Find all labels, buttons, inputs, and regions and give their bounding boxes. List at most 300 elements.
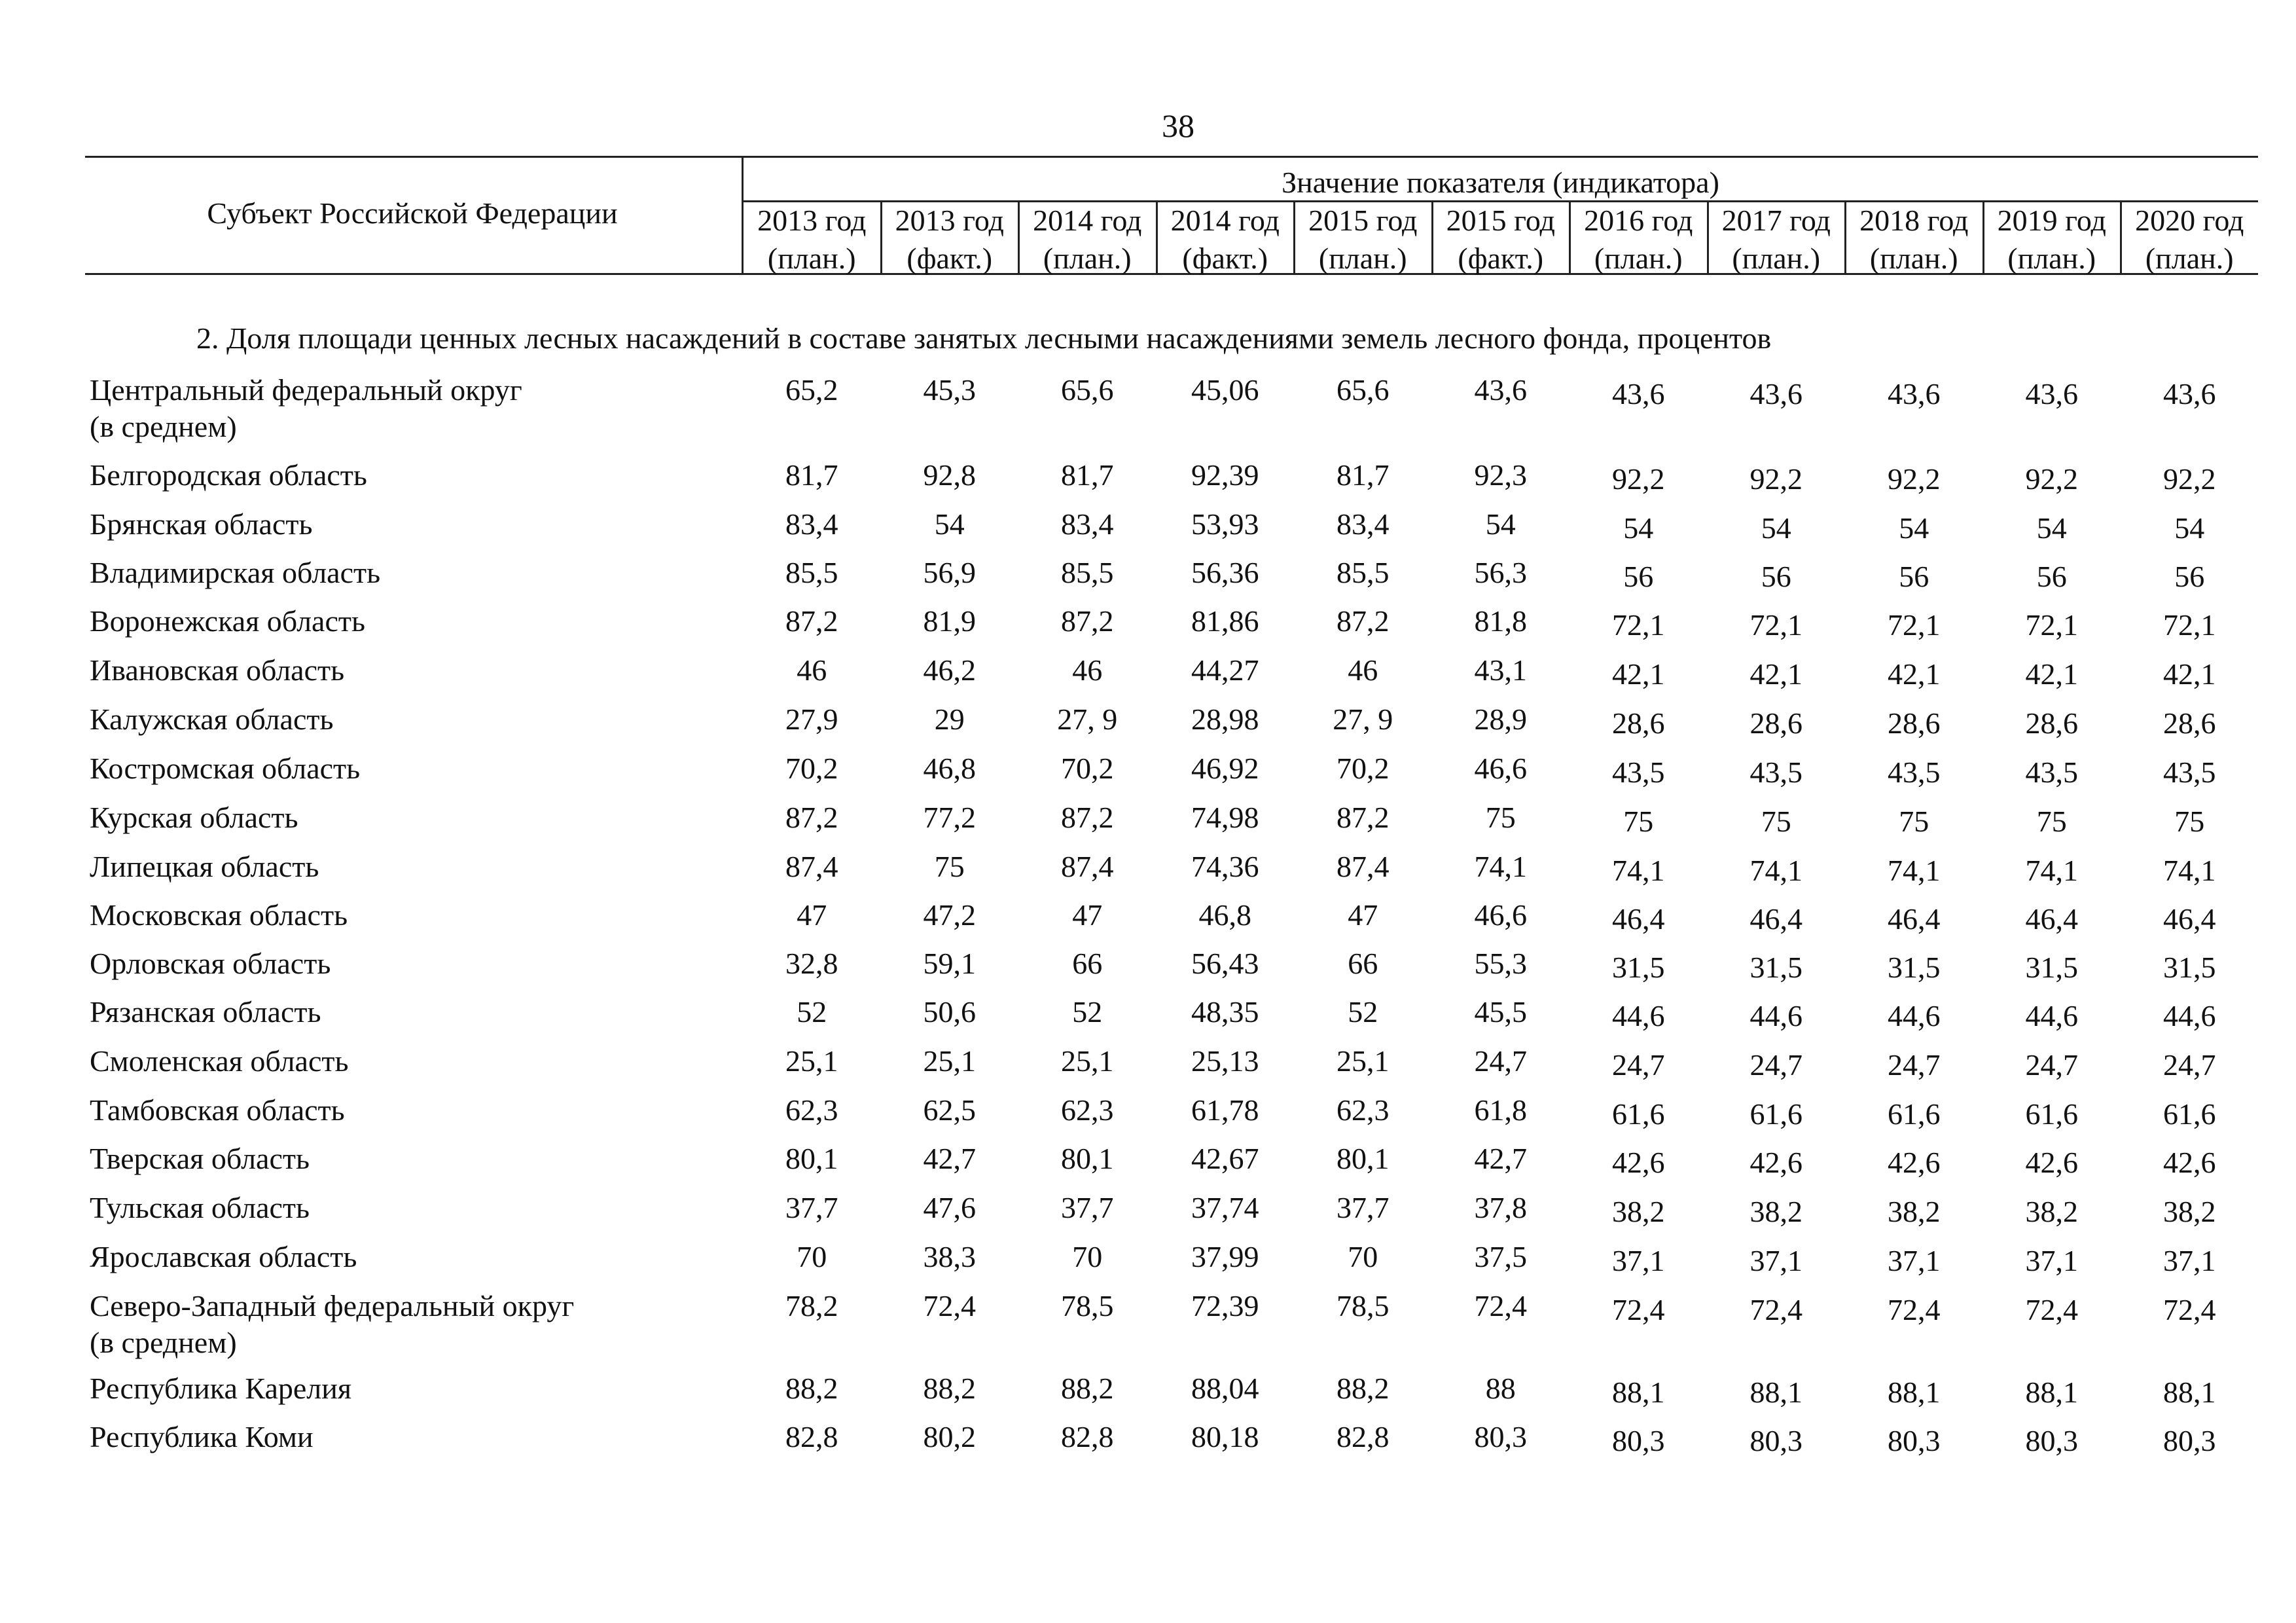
- subject-name: [90, 1370, 744, 1407]
- value-cell: 28,6: [2025, 706, 2078, 740]
- value-cell: 56,36: [1191, 556, 1259, 589]
- value-cell: 42,67: [1191, 1142, 1259, 1175]
- value-cell: 31,5: [1888, 951, 1941, 984]
- value-cell: 37,1: [1888, 1244, 1941, 1277]
- value-cell: 38,2: [1888, 1195, 1941, 1228]
- value-cell: 47: [1072, 898, 1103, 932]
- value-cell: 74,98: [1191, 801, 1259, 834]
- value-cell: 75: [1899, 805, 1929, 838]
- value-cell: 87,2: [1336, 604, 1390, 638]
- value-cell: 46,6: [1474, 898, 1527, 932]
- value-cell: 54: [2036, 511, 2067, 545]
- subject-name: [90, 994, 744, 1030]
- value-cell: 43,5: [1888, 756, 1941, 789]
- column-divider: [1293, 200, 1295, 275]
- value-cell: 92,2: [1749, 462, 1803, 496]
- value-cell: 31,5: [2025, 951, 2078, 984]
- plan-fact-label: (план.): [1043, 242, 1132, 275]
- column-divider: [880, 200, 882, 275]
- value-cell: 27, 9: [1333, 702, 1393, 736]
- value-cell: 46: [1072, 653, 1103, 687]
- value-cell: 61,6: [1888, 1097, 1941, 1131]
- column-divider: [2120, 200, 2122, 275]
- subject-name-line: Орловская область: [90, 947, 331, 980]
- value-cell: 87,4: [1336, 850, 1390, 883]
- value-cell: 75: [934, 850, 965, 883]
- value-cell: 46,2: [923, 653, 976, 687]
- value-cell: 28,6: [2163, 706, 2216, 740]
- year-label: 2014 год: [1170, 204, 1280, 237]
- value-cell: 28,9: [1474, 702, 1527, 736]
- value-cell: 56,43: [1191, 947, 1259, 980]
- value-cell: 87,2: [785, 801, 838, 834]
- subject-name: [90, 945, 744, 982]
- value-cell: 46: [1348, 653, 1378, 687]
- column-divider: [1569, 200, 1571, 275]
- value-cell: 42,6: [1888, 1146, 1941, 1179]
- value-cell: 88,1: [1612, 1376, 1665, 1409]
- value-cell: 88,2: [1061, 1372, 1114, 1405]
- value-cell: 37,1: [2163, 1244, 2216, 1277]
- subject-name-line: (в среднем): [90, 1326, 237, 1359]
- value-cell: 43,6: [1612, 377, 1665, 410]
- value-cell: 38,2: [2163, 1195, 2216, 1228]
- value-cell: 74,1: [2025, 854, 2078, 887]
- subject-name-line: Центральный федеральный округ: [90, 373, 522, 407]
- subject-name-line: Воронежская область: [90, 604, 365, 638]
- plan-fact-label: (факт.): [906, 242, 993, 275]
- value-cell: 54: [1623, 511, 1654, 545]
- value-cell: 38,2: [1749, 1195, 1803, 1228]
- year-column-header: [743, 202, 881, 278]
- page-number: 38: [1162, 107, 1194, 144]
- subject-name: [90, 799, 744, 836]
- value-cell: 55,3: [1474, 947, 1527, 980]
- value-cell: 78,5: [1061, 1289, 1114, 1322]
- subject-name-line: Белгородская область: [90, 458, 367, 492]
- value-cell: 82,8: [785, 1420, 838, 1453]
- year-label: 2019 год: [1997, 204, 2106, 237]
- value-cell: 47: [1348, 898, 1378, 932]
- value-cell: 28,6: [1749, 706, 1803, 740]
- column-divider: [1982, 200, 1984, 275]
- value-cell: 75: [2036, 805, 2067, 838]
- value-cell: 62,3: [785, 1093, 838, 1127]
- value-cell: 77,2: [923, 801, 976, 834]
- value-cell: 46,92: [1191, 752, 1259, 785]
- value-cell: 70: [797, 1240, 827, 1273]
- value-cell: 43,1: [1474, 653, 1527, 687]
- plan-fact-label: (факт.): [1182, 242, 1268, 275]
- value-cell: 80,3: [1888, 1424, 1941, 1457]
- subject-name: [90, 1239, 744, 1275]
- value-cell: 74,1: [2163, 854, 2216, 887]
- value-cell: 46,4: [1749, 902, 1803, 936]
- value-cell: 54: [1761, 511, 1791, 545]
- value-cell: 45,3: [923, 373, 976, 407]
- value-cell: 46,8: [1198, 898, 1251, 932]
- year-column-header: [1983, 202, 2121, 278]
- value-cell: 43,6: [2025, 377, 2078, 410]
- value-cell: 42,6: [1612, 1146, 1665, 1179]
- value-cell: 62,3: [1061, 1093, 1114, 1127]
- value-cell: 37,1: [1749, 1244, 1803, 1277]
- value-cell: 62,3: [1336, 1093, 1390, 1127]
- value-cell: 38,3: [923, 1240, 976, 1273]
- value-cell: 24,7: [1888, 1048, 1941, 1082]
- value-cell: 37,1: [2025, 1244, 2078, 1277]
- value-cell: 56: [1623, 560, 1654, 593]
- subject-name: [90, 457, 744, 494]
- subject-name-line: Республика Коми: [90, 1420, 314, 1453]
- column-divider: [1018, 200, 1020, 275]
- value-cell: 38,2: [2025, 1195, 2078, 1228]
- value-cell: 44,6: [2163, 999, 2216, 1032]
- value-cell: 46,4: [2025, 902, 2078, 936]
- value-cell: 25,13: [1191, 1044, 1259, 1078]
- value-cell: 56,3: [1474, 556, 1527, 589]
- value-cell: 47,6: [923, 1191, 976, 1224]
- value-cell: 61,6: [2025, 1097, 2078, 1131]
- value-cell: 29: [934, 702, 965, 736]
- subject-name: [90, 1190, 744, 1226]
- year-column-header: [1845, 202, 1983, 278]
- subject-name-line: Московская область: [90, 898, 348, 932]
- value-cell: 24,7: [2163, 1048, 2216, 1082]
- value-cell: 37,74: [1191, 1191, 1259, 1224]
- subject-column-header: Субъект Российской Федерации: [207, 196, 618, 230]
- subject-name-line: Курская область: [90, 801, 298, 834]
- value-cell: 25,1: [1336, 1044, 1390, 1078]
- value-cell: 46,4: [2163, 902, 2216, 936]
- subject-name-line: Владимирская область: [90, 556, 381, 589]
- value-cell: 81,86: [1191, 604, 1259, 638]
- value-cell: 37,7: [1061, 1191, 1114, 1224]
- value-cell: 52: [797, 995, 827, 1029]
- value-cell: 50,6: [923, 995, 976, 1029]
- subject-name: [90, 897, 744, 934]
- subject-name-line: Липецкая область: [90, 850, 319, 883]
- value-cell: 44,6: [1749, 999, 1803, 1032]
- subject-name: [90, 603, 744, 640]
- value-cell: 25,1: [1061, 1044, 1114, 1078]
- value-cell: 48,35: [1191, 995, 1259, 1029]
- value-cell: 42,1: [2163, 657, 2216, 691]
- value-cell: 80,1: [1061, 1142, 1114, 1175]
- plan-fact-label: (план.): [767, 242, 856, 275]
- plan-fact-label: (план.): [2007, 242, 2096, 275]
- value-cell: 74,36: [1191, 850, 1259, 883]
- value-cell: 43,6: [2163, 377, 2216, 410]
- value-cell: 31,5: [1749, 951, 1803, 984]
- value-cell: 27, 9: [1057, 702, 1118, 736]
- value-cell: 88,1: [1888, 1376, 1941, 1409]
- value-cell: 27,9: [785, 702, 838, 736]
- value-cell: 88,1: [2025, 1376, 2078, 1409]
- subject-name: [90, 652, 744, 689]
- year-label: 2013 год: [757, 204, 867, 237]
- plan-fact-label: (план.): [1318, 242, 1407, 275]
- value-cell: 80,1: [1336, 1142, 1390, 1175]
- value-cell: 24,7: [1749, 1048, 1803, 1082]
- value-cell: 80,3: [2163, 1424, 2216, 1457]
- value-cell: 85,5: [1336, 556, 1390, 589]
- year-column-header: [1708, 202, 1846, 278]
- value-cell: 28,6: [1612, 706, 1665, 740]
- value-cell: 44,6: [1612, 999, 1665, 1032]
- value-cell: 80,3: [2025, 1424, 2078, 1457]
- value-cell: 80,1: [785, 1142, 838, 1175]
- value-cell: 56: [2036, 560, 2067, 593]
- value-cell: 87,2: [1061, 604, 1114, 638]
- value-cell: 52: [1072, 995, 1103, 1029]
- value-cell: 72,4: [1888, 1293, 1941, 1326]
- value-cell: 31,5: [2163, 951, 2216, 984]
- value-cell: 45,06: [1191, 373, 1259, 407]
- value-cell: 28,6: [1888, 706, 1941, 740]
- plan-fact-label: (план.): [1594, 242, 1683, 275]
- value-cell: 74,1: [1612, 854, 1665, 887]
- value-cell: 72,1: [2163, 608, 2216, 642]
- value-cell: 65,6: [1061, 373, 1114, 407]
- value-cell: 72,4: [2025, 1293, 2078, 1326]
- value-cell: 80,18: [1191, 1420, 1259, 1453]
- year-column-header: [1294, 202, 1432, 278]
- value-cell: 42,6: [2163, 1146, 2216, 1179]
- value-cell: 56: [1761, 560, 1791, 593]
- plan-fact-label: (план.): [2145, 242, 2234, 275]
- value-cell: 43,6: [1749, 377, 1803, 410]
- subject-name-line: Северо-Западный федеральный округ: [90, 1289, 575, 1322]
- year-label: 2014 год: [1033, 204, 1142, 237]
- value-cell: 37,99: [1191, 1240, 1259, 1273]
- value-cell: 59,1: [923, 947, 976, 980]
- value-cell: 24,7: [2025, 1048, 2078, 1082]
- value-cell: 81,9: [923, 604, 976, 638]
- subject-name-line: Тверская область: [90, 1142, 310, 1175]
- value-cell: 56,9: [923, 556, 976, 589]
- value-cell: 70,2: [785, 752, 838, 785]
- subject-name-line: Тамбовская область: [90, 1093, 345, 1127]
- value-cell: 70: [1348, 1240, 1378, 1273]
- value-cell: 75: [1623, 805, 1654, 838]
- year-column-header: [1432, 202, 1570, 278]
- subject-name: [90, 555, 744, 591]
- value-cell: 80,2: [923, 1420, 976, 1453]
- value-cell: 87,2: [1061, 801, 1114, 834]
- value-cell: 42,1: [1612, 657, 1665, 691]
- value-cell: 62,5: [923, 1093, 976, 1127]
- value-cell: 43,5: [2163, 756, 2216, 789]
- value-cell: 42,7: [923, 1142, 976, 1175]
- value-cell: 92,2: [2025, 462, 2078, 496]
- value-cell: 87,2: [1336, 801, 1390, 834]
- value-cell: 82,8: [1061, 1420, 1114, 1453]
- value-cell: 56: [1899, 560, 1929, 593]
- value-cell: 61,6: [2163, 1097, 2216, 1131]
- value-cell: 81,7: [1061, 458, 1114, 492]
- value-cell: 37,1: [1612, 1244, 1665, 1277]
- value-cell: 83,4: [785, 507, 838, 541]
- value-cell: 43,5: [2025, 756, 2078, 789]
- value-cell: 66: [1072, 947, 1103, 980]
- year-label: 2017 год: [1721, 204, 1831, 237]
- value-cell: 88,1: [1749, 1376, 1803, 1409]
- value-cell: 45,5: [1474, 995, 1527, 1029]
- value-cell: 87,4: [785, 850, 838, 883]
- value-cell: 72,4: [2163, 1293, 2216, 1326]
- indicator-group-header: Значение показателя (индикатора): [1282, 166, 1719, 199]
- year-column-header: [1018, 202, 1157, 278]
- plan-fact-label: (факт.): [1458, 242, 1544, 275]
- value-cell: 72,4: [1749, 1293, 1803, 1326]
- value-cell: 32,8: [785, 947, 838, 980]
- value-cell: 65,2: [785, 373, 838, 407]
- value-cell: 87,2: [785, 604, 838, 638]
- year-label: 2013 год: [895, 204, 1004, 237]
- subject-name-line: Ивановская область: [90, 653, 345, 687]
- value-cell: 31,5: [1612, 951, 1665, 984]
- value-cell: 46,8: [923, 752, 976, 785]
- plan-fact-label: (план.): [1869, 242, 1958, 275]
- subject-name: [90, 1419, 744, 1455]
- value-cell: 28,98: [1191, 702, 1259, 736]
- value-cell: 65,6: [1336, 373, 1390, 407]
- year-label: 2015 год: [1308, 204, 1418, 237]
- value-cell: 54: [934, 507, 965, 541]
- value-cell: 88: [1485, 1372, 1516, 1405]
- subject-name-line: (в среднем): [90, 410, 237, 443]
- year-column-header: [1570, 202, 1708, 278]
- year-column-header: [2121, 202, 2259, 278]
- value-cell: 47: [797, 898, 827, 932]
- section-title: 2. Доля площади ценных лесных насаждений в составе занятых лесными насаждениями земель лесного фонда, процентов: [196, 321, 1772, 355]
- value-cell: 54: [2174, 511, 2205, 545]
- value-cell: 74,1: [1749, 854, 1803, 887]
- value-cell: 88,04: [1191, 1372, 1259, 1405]
- value-cell: 61,78: [1191, 1093, 1259, 1127]
- column-divider: [1707, 200, 1709, 275]
- value-cell: 70,2: [1061, 752, 1114, 785]
- value-cell: 43,5: [1749, 756, 1803, 789]
- year-column-header: [881, 202, 1019, 278]
- subject-name: [90, 1092, 744, 1129]
- value-cell: 74,1: [1888, 854, 1941, 887]
- value-cell: 42,7: [1474, 1142, 1527, 1175]
- value-cell: 92,39: [1191, 458, 1259, 492]
- value-cell: 43,6: [1474, 373, 1527, 407]
- year-label: 2016 год: [1584, 204, 1693, 237]
- value-cell: 92,8: [923, 458, 976, 492]
- subject-name: [90, 848, 744, 885]
- value-cell: 37,7: [785, 1191, 838, 1224]
- subject-name: [90, 506, 744, 543]
- value-cell: 42,1: [1749, 657, 1803, 691]
- value-cell: 88,2: [1336, 1372, 1390, 1405]
- value-cell: 42,6: [2025, 1146, 2078, 1179]
- subject-name-line: Ярославская область: [90, 1240, 357, 1273]
- value-cell: 52: [1348, 995, 1378, 1029]
- column-divider: [1156, 200, 1158, 275]
- year-label: 2018 год: [1859, 204, 1969, 237]
- value-cell: 46,4: [1612, 902, 1665, 936]
- value-cell: 83,4: [1336, 507, 1390, 541]
- value-cell: 38,2: [1612, 1195, 1665, 1228]
- value-cell: 61,6: [1749, 1097, 1803, 1131]
- value-cell: 92,2: [1888, 462, 1941, 496]
- subject-name-line: Рязанская область: [90, 995, 321, 1029]
- value-cell: 87,4: [1061, 850, 1114, 883]
- value-cell: 74,1: [1474, 850, 1527, 883]
- value-cell: 81,7: [1336, 458, 1390, 492]
- value-cell: 92,3: [1474, 458, 1527, 492]
- value-cell: 37,5: [1474, 1240, 1527, 1273]
- value-cell: 54: [1485, 507, 1516, 541]
- subject-name-line: Брянская область: [90, 507, 313, 541]
- subject-name-line: Тульская область: [90, 1191, 310, 1224]
- plan-fact-label: (план.): [1732, 242, 1821, 275]
- value-cell: 53,93: [1191, 507, 1259, 541]
- value-cell: 44,6: [2025, 999, 2078, 1032]
- value-cell: 37,7: [1336, 1191, 1390, 1224]
- value-cell: 42,1: [2025, 657, 2078, 691]
- value-cell: 82,8: [1336, 1420, 1390, 1453]
- value-cell: 37,8: [1474, 1191, 1527, 1224]
- subject-name: [90, 1288, 744, 1361]
- column-divider: [1844, 200, 1846, 275]
- value-cell: 88,2: [923, 1372, 976, 1405]
- value-cell: 75: [1485, 801, 1516, 834]
- value-cell: 75: [2174, 805, 2205, 838]
- value-cell: 78,2: [785, 1289, 838, 1322]
- value-cell: 46,4: [1888, 902, 1941, 936]
- value-cell: 85,5: [1061, 556, 1114, 589]
- value-cell: 92,2: [1612, 462, 1665, 496]
- value-cell: 75: [1761, 805, 1791, 838]
- year-column-header: [1157, 202, 1295, 278]
- value-cell: 92,2: [2163, 462, 2216, 496]
- value-cell: 44,6: [1888, 999, 1941, 1032]
- table-top-rule: [85, 156, 2258, 158]
- value-cell: 72,4: [1474, 1289, 1527, 1322]
- subject-name: [90, 750, 744, 787]
- value-cell: 72,1: [1612, 608, 1665, 642]
- value-cell: 43,5: [1612, 756, 1665, 789]
- year-label: 2015 год: [1446, 204, 1555, 237]
- value-cell: 46,6: [1474, 752, 1527, 785]
- value-cell: 70,2: [1336, 752, 1390, 785]
- value-cell: 46: [797, 653, 827, 687]
- value-cell: 72,1: [1888, 608, 1941, 642]
- value-cell: 61,8: [1474, 1093, 1527, 1127]
- value-cell: 54: [1899, 511, 1929, 545]
- value-cell: 80,3: [1612, 1424, 1665, 1457]
- value-cell: 88,1: [2163, 1376, 2216, 1409]
- value-cell: 42,6: [1749, 1146, 1803, 1179]
- value-cell: 83,4: [1061, 507, 1114, 541]
- value-cell: 85,5: [785, 556, 838, 589]
- year-label: 2020 год: [2135, 204, 2244, 237]
- value-cell: 78,5: [1336, 1289, 1390, 1322]
- subject-name-line: Калужская область: [90, 702, 334, 736]
- value-cell: 80,3: [1749, 1424, 1803, 1457]
- value-cell: 81,8: [1474, 604, 1527, 638]
- value-cell: 80,3: [1474, 1420, 1527, 1453]
- subject-name-line: Костромская область: [90, 752, 361, 785]
- subject-name: [90, 1140, 744, 1177]
- value-cell: 72,4: [1612, 1293, 1665, 1326]
- value-cell: 72,1: [2025, 608, 2078, 642]
